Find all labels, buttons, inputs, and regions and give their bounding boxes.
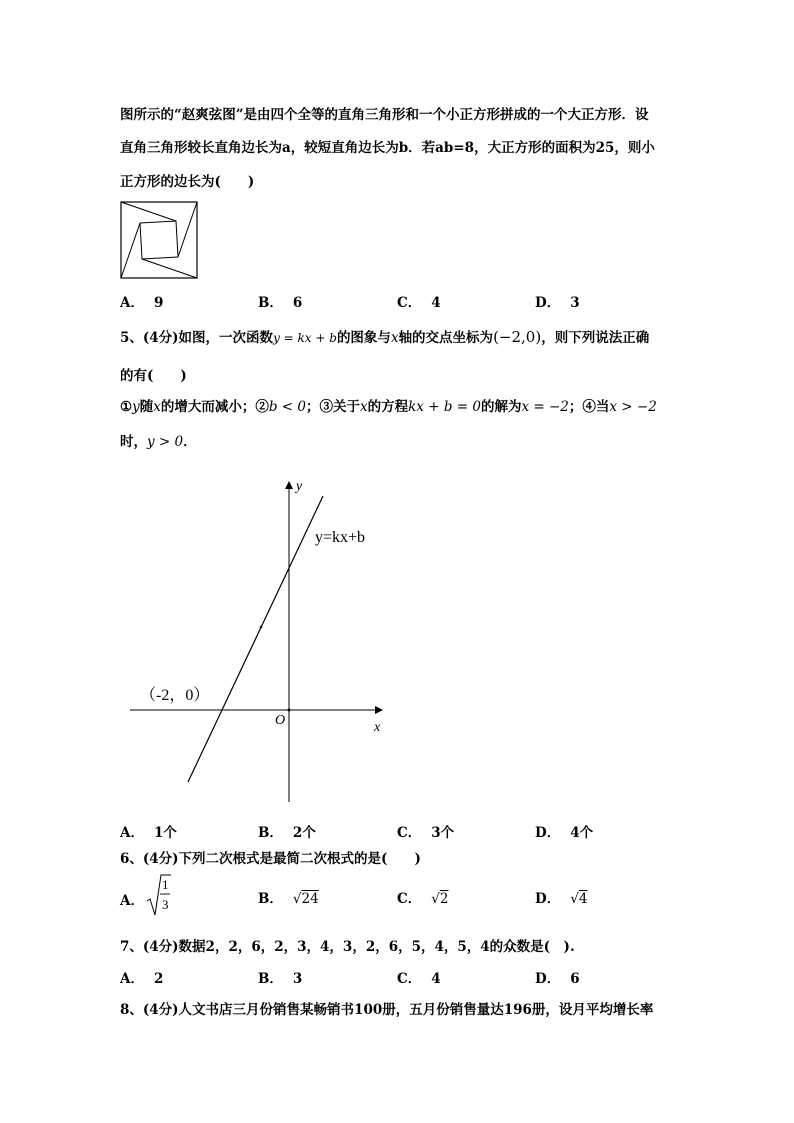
sqrt-sign-icon: √	[431, 891, 440, 907]
x-axis-label: x	[374, 720, 381, 735]
q4-line-1: 图所示的“赵爽弦图”是由四个全等的直角三角形和一个小正方形拼成的一个大正方形．设	[120, 107, 649, 123]
q5-statements-line-2: 时，y > 0．	[120, 434, 197, 450]
q5-option-d: D． 4个	[535, 825, 594, 841]
q5-option-b: B． 2个	[258, 825, 316, 841]
q7-option-b: B． 3	[258, 971, 303, 987]
q7-option-d: D． 6	[535, 971, 580, 987]
origin-label: O	[275, 713, 286, 728]
origin-dot	[288, 709, 291, 712]
q5-stem-line-1: 5、(4分)如图，一次函数y = kx + b的图象与x轴的交点坐标为(−2,0)，则下列说法正确	[120, 328, 650, 346]
q4-line-3: 正方形的边长为( )	[120, 174, 255, 190]
q4-option-d: D． 3	[535, 295, 580, 311]
q6-option-d: D． √4	[535, 891, 588, 907]
q8-stem: 8、(4分)人文书店三月份销售某畅销书100册，五月份销售量达196册，设月平均增长率	[120, 1002, 654, 1018]
q6-option-b: B． √24	[258, 891, 319, 907]
q7-stem: 7、(4分)数据2，2，6，2，3，4，3，2，6，5，4，5，4的众数是( ).	[120, 939, 575, 955]
intercept-point-label: （-2，0）	[140, 687, 210, 704]
line-label: y=kx+b	[315, 529, 366, 546]
zhao-shuang-diagram	[120, 201, 198, 279]
q4-option-c: C． 4	[397, 295, 441, 311]
function-line	[188, 496, 323, 782]
svg-text:3: 3	[162, 897, 169, 912]
q4-line-2: 直角三角形较长直角边长为a，较短直角边长为b．若ab=8，大正方形的面积为25，则小	[120, 140, 655, 156]
sqrt-sign-icon: √	[570, 891, 579, 907]
sqrt-sign-icon	[146, 873, 172, 919]
q7-option-a: A． 2	[120, 971, 164, 987]
q5-statements-line-1: ①y随x的增大而减小；②b < 0；③关于x的方程kx + b = 0的解为x = −2；④当x > −2	[120, 399, 657, 415]
q7-option-c: C． 4	[397, 971, 441, 987]
graph-point-dot	[260, 626, 263, 629]
sqrt-sign-icon: √	[292, 891, 302, 907]
q5-option-a: A． 1个	[120, 825, 177, 841]
q6-option-c: C． √2	[397, 891, 449, 907]
svg-text:1: 1	[162, 877, 169, 892]
y-axis-label: y	[296, 479, 303, 494]
linear-function-graph	[120, 470, 400, 810]
q4-option-b: B． 6	[258, 295, 303, 311]
q5-option-c: C． 3个	[397, 825, 455, 841]
q6-stem: 6、(4分)下列二次根式是最简二次根式的是( )	[120, 851, 421, 867]
q5-stem-line-2: 的有( )	[120, 368, 187, 384]
q4-option-a: A． 9	[120, 295, 164, 311]
